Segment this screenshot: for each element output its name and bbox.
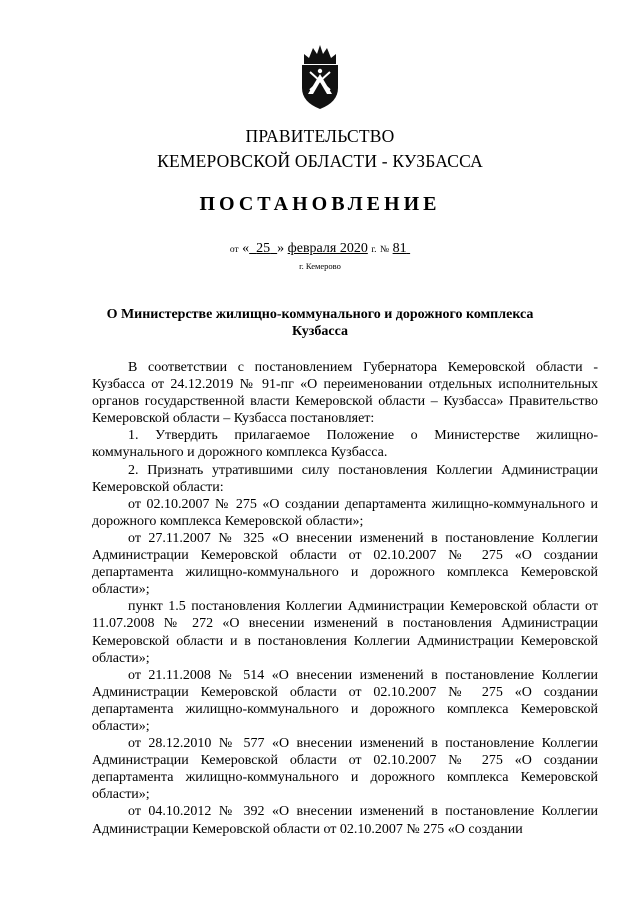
- paragraph-repealed-4: от 21.11.2008 № 514 «О внесении изменений в постановление Коллегии Администрации Кемеровской области от 02.10.2007 № 275 «О создании департамента жилищно-коммунального и дорожного комплекса Кемеровской области»;: [92, 667, 598, 734]
- document-title: О Министерстве жилищно-коммунального и дорожного комплекса Кузбасса: [106, 307, 534, 339]
- paragraph-repealed-2: от 27.11.2007 № 325 «О внесении изменений в постановление Коллегии Администрации Кемеровской области от 02.10.2007 № 275 «О создании департамента жилищно-коммунального и дорожного комплекса Кемеровской области»;: [92, 530, 598, 598]
- date-year-suffix: г.: [371, 245, 377, 255]
- paragraph-repealed-6: от 04.10.2012 № 392 «О внесении изменений в постановление Коллегии Администрации Кемеровской области от 02.10.2007 № 275 «О создании: [92, 804, 598, 837]
- paragraph-repealed-3: пункт 1.5 постановления Коллегии Администрации Кемеровской области от 11.07.2008 № 272 «О внесении изменений в постановления Администрации Кемеровской области и в постановления Коллегии Администрации Кемеровской области»;: [92, 599, 598, 666]
- government-name-line1: ПРАВИТЕЛЬСТВО: [245, 126, 395, 146]
- kuzbass-coat-of-arms-icon: [294, 42, 346, 112]
- date-open-quote: «: [242, 241, 250, 256]
- paragraph-item-2: 2. Признать утратившими силу постановления Коллегии Администрации Кемеровской области:: [92, 462, 598, 495]
- document-city: г. Кемерово: [299, 261, 341, 271]
- date-close-quote: »: [277, 241, 285, 256]
- document-type-heading: ПОСТАНОВЛЕНИЕ: [199, 193, 441, 215]
- number-sign: №: [380, 245, 390, 255]
- paragraph-repealed-5: от 28.12.2010 № 577 «О внесении изменений в постановление Коллегии Администрации Кемеровской области от 02.10.2007 № 275 «О создании департамента жилищно-коммунального и дорожного комплекса Кемеровской области»;: [92, 736, 598, 803]
- document-date-number: [0, 241, 640, 257]
- date-day: 25: [256, 241, 271, 256]
- paragraph-preamble: В соответствии с постановлением Губернатора Кемеровской области - Кузбасса от 24.12.2019 № 91-пг «О переименовании отдельных исполнительных органов государственной власти Кемеровской области – Кузбасса» Правительство Кемеровской области – Кузбасса постановляет:: [92, 360, 598, 427]
- paragraph-repealed-1: от 02.10.2007 № 275 «О создании департамента жилищно-коммунального и дорожного комплекса Кемеровской области»;: [92, 496, 598, 529]
- document-number: 81: [392, 241, 407, 256]
- date-month-year: февраля 2020: [287, 241, 368, 256]
- document-body: [92, 359, 598, 837]
- government-name-line2: КЕМЕРОВСКОЙ ОБЛАСТИ - КУЗБАССА: [157, 151, 483, 171]
- date-prefix: от: [229, 245, 239, 255]
- paragraph-item-1: 1. Утвердить прилагаемое Положение о Министерстве жилищно-коммунального и дорожного комплекса Кузбасса.: [92, 428, 598, 461]
